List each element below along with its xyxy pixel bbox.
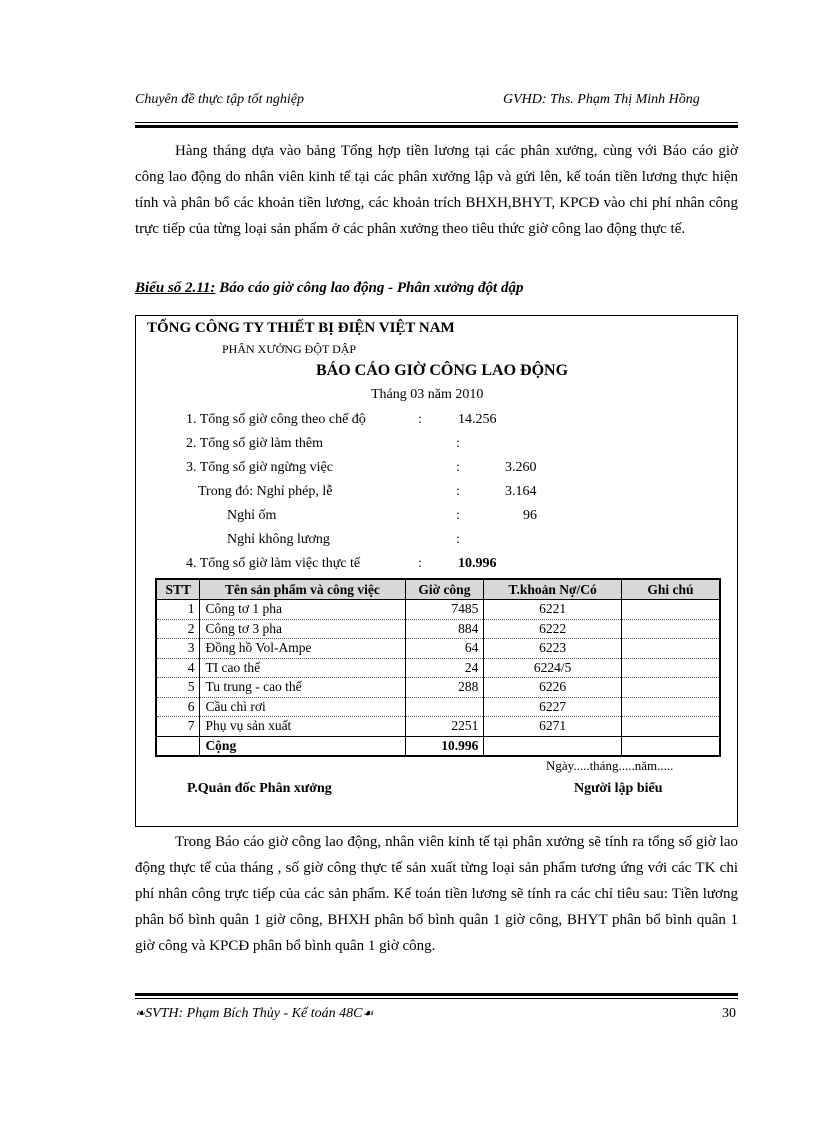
cell-hours: 288 xyxy=(405,678,484,698)
closing-text: Trong Báo cáo giờ công lao động, nhân viên kinh tế tại phân xưởng sẽ tính ra tổng số giờ lao động thực tế của tháng , số giờ công thực tế sản xuất từng loại sản phẩm tương ứng với các TK chi phí nhân công trực tiếp của các sản phẩm. Kế toán tiền lương sẽ tính ra các chỉ tiêu sau: Tiền lương phân bổ bình quân 1 giờ công, BHXH phân bổ bình quân 1 giờ công, BHYT phân bổ bình quân 1 giờ công và KPCĐ phân bổ bình quân 1 giờ công. xyxy=(135,834,738,954)
cell-account: 6223 xyxy=(484,639,622,659)
cell-product: Cầu chì rơi xyxy=(200,697,405,717)
col-header-notes: Ghi chú xyxy=(621,579,720,600)
footer-left xyxy=(135,1006,373,1022)
caption-label: Biểu số 2.11: xyxy=(135,280,216,296)
summary-value-1: 14.256 xyxy=(458,412,497,427)
workshop-name: PHÂN XƯỞNG ĐỘT DẬP xyxy=(222,342,357,356)
summary-value-4: 3.164 xyxy=(505,484,537,499)
cell-account: 6227 xyxy=(484,697,622,717)
cell-stt: 3 xyxy=(156,639,200,659)
report-month: Tháng 03 năm 2010 xyxy=(371,387,484,402)
cell-stt: 7 xyxy=(156,717,200,737)
header-rule-thick xyxy=(135,125,738,128)
summary-value-7: 10.996 xyxy=(458,556,497,571)
summary-value-3: 3.260 xyxy=(505,460,537,475)
summary-label-1: 1. Tổng số giờ công theo chế độ xyxy=(186,412,366,427)
summary-value-5: 96 xyxy=(523,508,537,523)
col-header-account: T.khoản Nợ/Có xyxy=(484,579,622,600)
summary-colon-1: : xyxy=(418,412,422,427)
cell-hours: 884 xyxy=(405,619,484,639)
intro-text: Hàng tháng dựa vào bảng Tổng hợp tiền lương tại các phân xưởng, cùng với Báo cáo giờ công lao động do nhân viên kinh tế tại các phân xưởng lập và gửi lên, kế toán tiền lương thực hiện tính và phân bổ các khoản tiền lương, các khoản trích BHXH,BHYT, KPCĐ vào chi phí nhân công trực tiếp của từng loại sản phẩm ở các phân xưởng theo tiêu thức giờ công lao động thực tế. xyxy=(135,143,738,237)
footer-rule-thick xyxy=(135,993,738,996)
cell-account xyxy=(484,736,622,756)
cell-notes xyxy=(621,678,720,698)
cell-notes xyxy=(621,639,720,659)
labor-hours-table xyxy=(155,578,721,757)
cell-notes xyxy=(621,697,720,717)
cell-stt: 2 xyxy=(156,619,200,639)
cell-account: 6226 xyxy=(484,678,622,698)
intro-paragraph xyxy=(135,138,738,242)
cell-product: Công tơ 3 pha xyxy=(200,619,405,639)
summary-colon-4: : xyxy=(456,484,460,499)
cell-account: 6224/5 xyxy=(484,658,622,678)
header-left: Chuyên đề thực tập tốt nghiệp xyxy=(135,92,304,107)
cell-notes xyxy=(621,600,720,620)
page-number: 30 xyxy=(722,1006,736,1021)
col-header-product: Tên sản phẩm và công việc xyxy=(200,579,405,600)
table-row xyxy=(156,600,720,620)
col-header-stt: STT xyxy=(156,579,200,600)
summary-label-7: 4. Tổng số giờ làm việc thực tế xyxy=(186,556,361,571)
cell-notes xyxy=(621,619,720,639)
summary-colon-3: : xyxy=(456,460,460,475)
cell-account: 6222 xyxy=(484,619,622,639)
caption-title: Báo cáo giờ công lao động - Phân xưởng đột dập xyxy=(215,280,524,296)
cell-hours xyxy=(405,697,484,717)
signature-left: P.Quản đốc Phân xưởng xyxy=(187,781,332,796)
summary-label-6: Nghỉ không lương xyxy=(227,532,330,547)
cell-account: 6271 xyxy=(484,717,622,737)
company-name: TỔNG CÔNG TY THIẾT BỊ ĐIỆN VIỆT NAM xyxy=(147,320,455,336)
cell-stt: 1 xyxy=(156,600,200,620)
col-header-hours: Giờ công xyxy=(405,579,484,600)
cell-hours: 64 xyxy=(405,639,484,659)
cell-notes xyxy=(621,658,720,678)
cell-notes xyxy=(621,736,720,756)
header-right: GVHD: Ths. Phạm Thị Minh Hồng xyxy=(503,92,700,107)
footer-rule-thin xyxy=(135,998,738,999)
table-total-row xyxy=(156,736,720,756)
figure-caption xyxy=(135,280,523,297)
cell-product: Đồng hồ Vol-Ampe xyxy=(200,639,405,659)
table-header-row xyxy=(156,579,720,600)
header-rule-thin xyxy=(135,122,738,123)
cell-stt: 6 xyxy=(156,697,200,717)
table-row xyxy=(156,639,720,659)
summary-colon-2: : xyxy=(456,436,460,451)
footer-student: SVTH: Phạm Bích Thủy - Kế toán 48C xyxy=(145,1006,363,1021)
summary-colon-5: : xyxy=(456,508,460,523)
date-line: Ngày.....tháng.....năm..... xyxy=(546,758,674,773)
table-row xyxy=(156,717,720,737)
table-row xyxy=(156,697,720,717)
table-row xyxy=(156,658,720,678)
table-row xyxy=(156,678,720,698)
cell-hours: 24 xyxy=(405,658,484,678)
cell-notes xyxy=(621,717,720,737)
summary-label-3: 3. Tổng số giờ ngừng việc xyxy=(186,460,333,475)
scroll-right-icon: ☙ xyxy=(362,1006,374,1020)
cell-account: 6221 xyxy=(484,600,622,620)
cell-product: Công tơ 1 pha xyxy=(200,600,405,620)
cell-product: TI cao thế xyxy=(200,658,405,678)
summary-colon-7: : xyxy=(418,556,422,571)
report-title: BÁO CÁO GIỜ CÔNG LAO ĐỘNG xyxy=(316,362,569,379)
summary-colon-6: : xyxy=(456,532,460,547)
summary-label-2: 2. Tổng số giờ làm thêm xyxy=(186,436,324,451)
cell-stt: 4 xyxy=(156,658,200,678)
table-row xyxy=(156,619,720,639)
cell-hours: 7485 xyxy=(405,600,484,620)
closing-paragraph xyxy=(135,829,738,959)
cell-product: Tu trung - cao thế xyxy=(200,678,405,698)
scroll-left-icon: ❧ xyxy=(135,1006,146,1020)
cell-hours: 2251 xyxy=(405,717,484,737)
signature-right: Người lập biểu xyxy=(574,781,663,796)
cell-total-label: Cộng xyxy=(200,736,405,756)
cell-stt: 5 xyxy=(156,678,200,698)
cell-product: Phụ vụ sản xuất xyxy=(200,717,405,737)
cell-stt xyxy=(156,736,200,756)
summary-label-4: Trong đó: Nghỉ phép, lễ xyxy=(198,484,333,499)
cell-total-hours: 10.996 xyxy=(405,736,484,756)
summary-label-5: Nghỉ ốm xyxy=(227,508,277,523)
